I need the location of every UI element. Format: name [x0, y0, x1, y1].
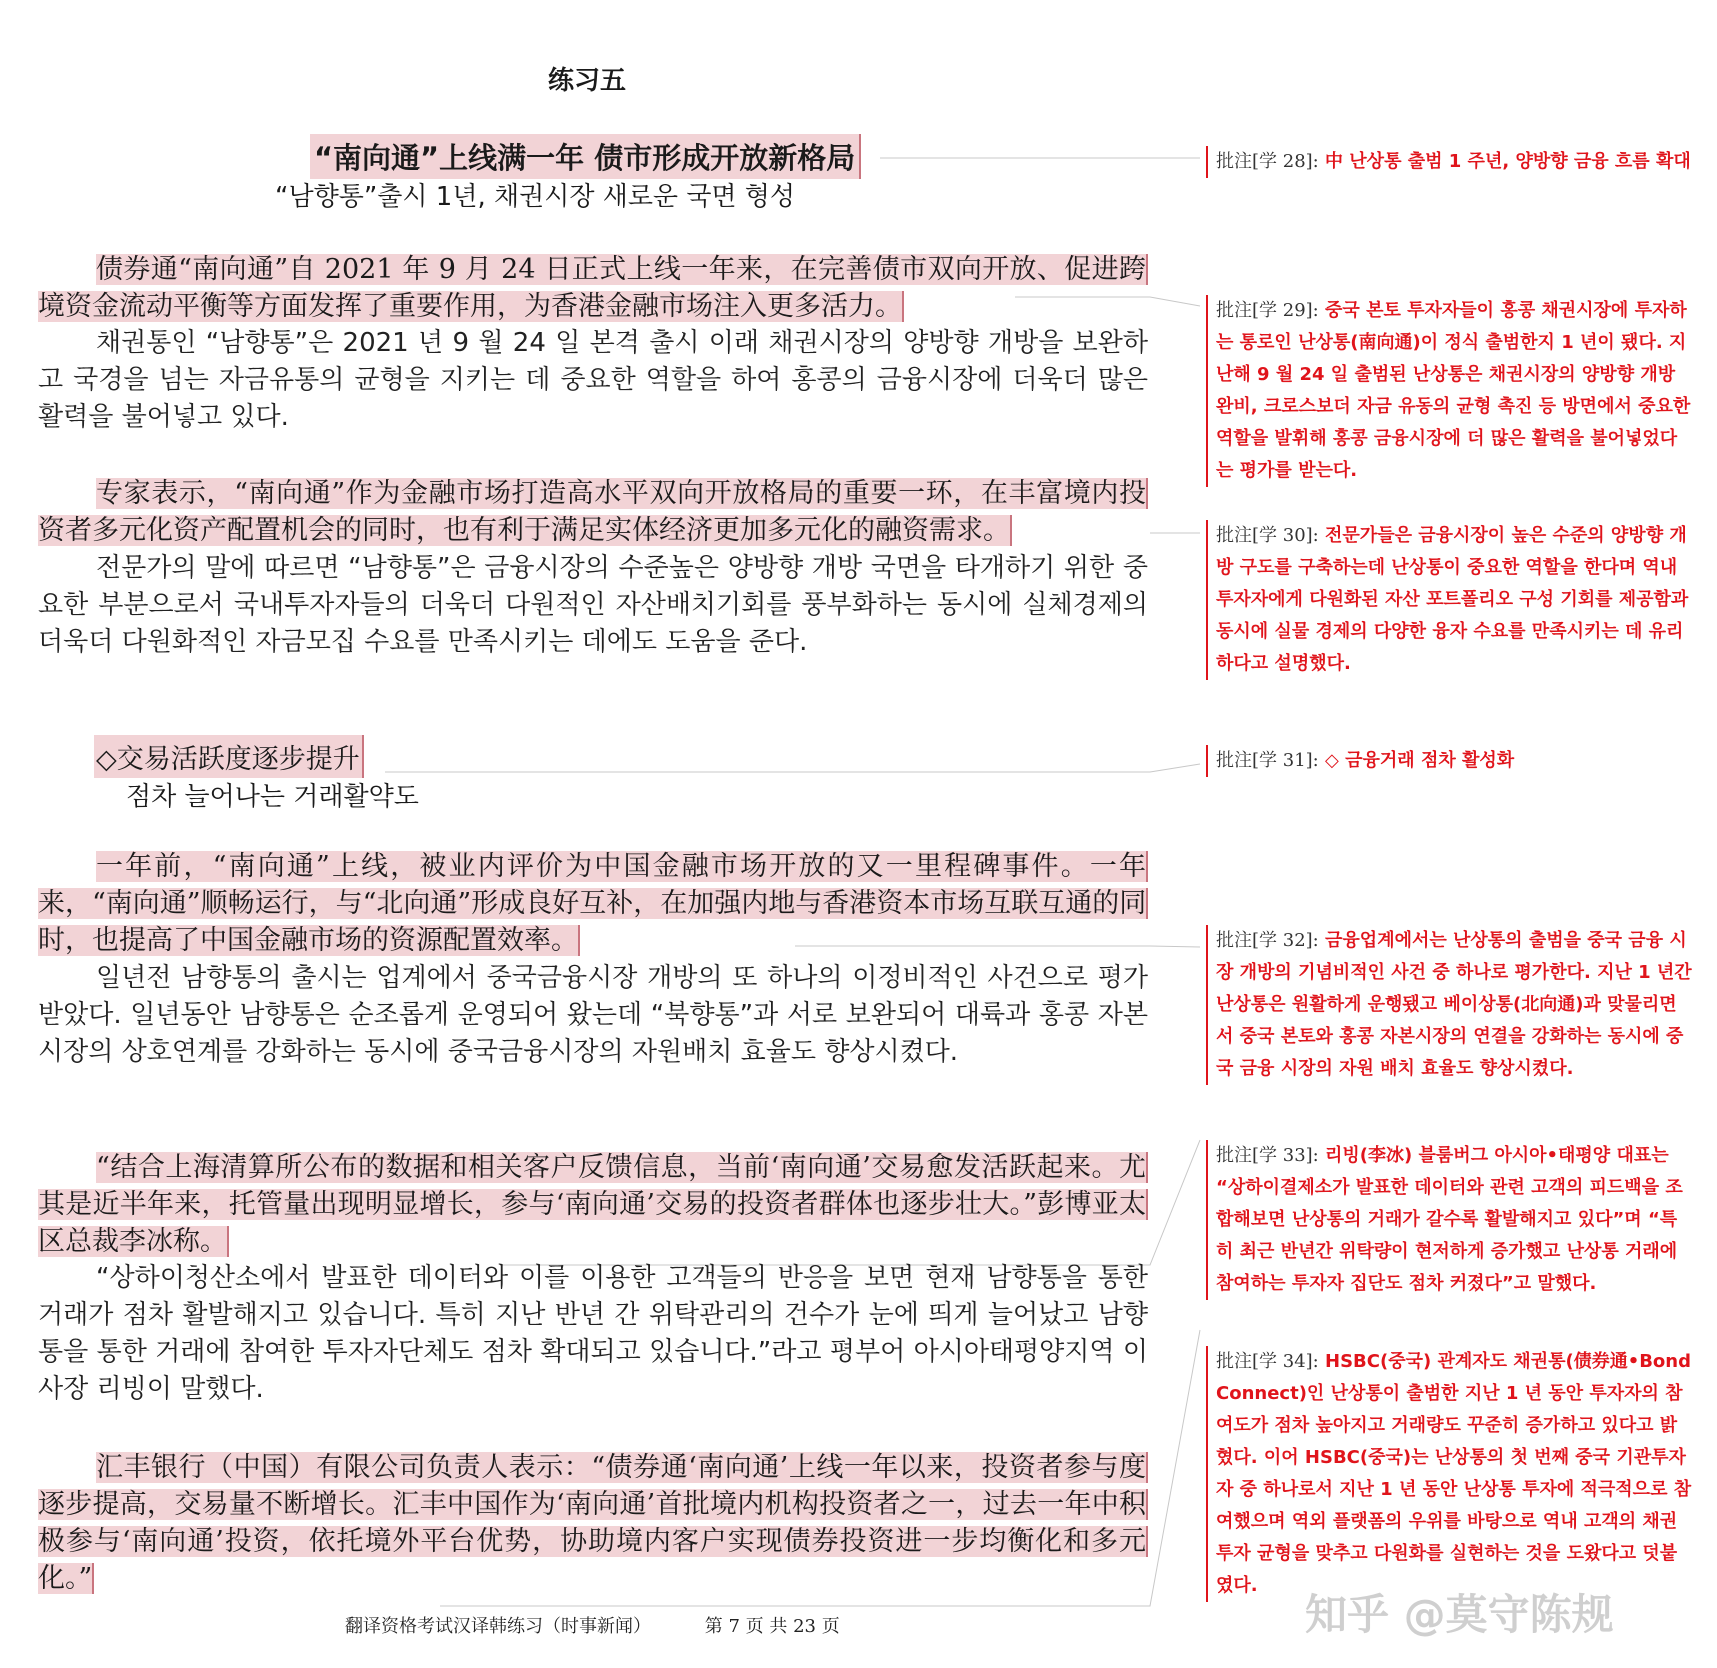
page-number: 第 7 页 共 23 页 — [704, 1616, 840, 1637]
comment-label: 批注[学 28]: — [1216, 151, 1319, 172]
comment-33 — [1206, 1140, 1694, 1300]
paragraph-5-zh: 汇丰银行（中国）有限公司负责人表示：“债券通‘南向通’上线一年以来，投资者参与度逐步提高，交易量不断增长。汇丰中国作为‘南向通’首批境内机构投资者之一，过去一年中积极参与‘南向通’投资，依托境外平台优势，协助境内客户实现债券投资进一步均衡化和多元化。” — [38, 1452, 1146, 1594]
subheading-ko: 점차 늘어나는 거래활약도 — [126, 782, 419, 812]
footer-title: 翻译资格考试汉译韩练习（时事新闻） — [345, 1616, 651, 1637]
paragraph-4-ko: “상하이청산소에서 발표한 데이터와 이를 이용한 고객들의 반응을 보면 현재 남향통을 통한 거래가 점차 활발해지고 있습니다. 특히 지난 반년 간 위탁관리의 건수가 눈에 띄게 늘어났고 남향통을 통한 거래에 참여한 투자자단체도 점차 확대되고 있습니다.”라고 평부어 아시아태평양지역 이사장 리빙이 말했다. — [38, 1263, 1148, 1404]
comment-text: 금융업계에서는 난상통의 출범을 중국 금융 시장 개방의 기념비적인 사건 중 하나로 평가한다. 지난 1 년간 난상통은 원활하게 운행됐고 베이상통(北向通)과 맞물리면서 중국 본토와 홍콩 자본시장의 연결을 강화하는 동시에 중국 금융 시장의 자원 배치 효율도 향상시켰다. — [1216, 930, 1692, 1079]
comment-label: 批注[学 30]: — [1216, 525, 1319, 546]
comment-text: HSBC(중국) 관계자도 채권통(债券通•Bond Connect)인 난상통이 출범한 지난 1 년 동안 투자자의 참여도가 점차 높아지고 거래량도 꾸준히 증가하고 있다고 밝혔다. 이어 HSBC(중국)는 난상통의 첫 번째 중국 기관투자자 중 하나로서 지난 1 년 동안 난상통 투자에 적극적으로 참여했으며 역외 플랫폼의 우위를 바탕으로 역내 고객의 채권 투자 균형을 맞추고 다원화를 실현하는 것을 도왔다고 덧붙였다. — [1216, 1351, 1692, 1596]
headline-ko: “남향통”출시 1년, 채권시장 새로운 국면 형성 — [275, 182, 796, 212]
comment-label: 批注[学 29]: — [1216, 300, 1319, 321]
paragraph-1-ko: 채권통인 “남향통”은 2021 년 9 월 24 일 본격 출시 이래 채권시장의 양방향 개방을 보완하고 국경을 넘는 자금유통의 균형을 지키는 데 중요한 역할을 하여 홍콩의 금융시장에 더욱더 많은 활력을 불어넣고 있다. — [38, 328, 1148, 432]
comment-32 — [1206, 925, 1694, 1085]
comment-text: 中 난상통 출범 1 주년, 양방향 금융 흐름 확대 — [1325, 151, 1691, 172]
comment-label: 批注[学 32]: — [1216, 930, 1319, 951]
subheading-zh: ◇交易活跃度逐步提升 — [94, 735, 364, 778]
page-footer — [345, 1612, 840, 1638]
comment-text: ◇ 금융거래 점차 활성화 — [1325, 750, 1515, 771]
comment-31 — [1206, 745, 1694, 777]
paragraph-3-ko: 일년전 남향통의 출시는 업계에서 중국금융시장 개방의 또 하나의 이정비적인 사건으로 평가받았다. 일년동안 남향통은 순조롭게 운영되어 왔는데 “북향통”과 서로 보완되어 대륙과 홍콩 자본시장의 상호연계를 강화하는 동시에 중국금융시장의 자원배치 효율도 향상시켰다. — [38, 963, 1148, 1067]
comment-34 — [1206, 1346, 1694, 1602]
comment-29 — [1206, 295, 1694, 487]
exercise-title: 练习五 — [548, 66, 627, 96]
paragraph-4-zh: “结合上海清算所公布的数据和相关客户反馈信息，当前‘南向通’交易愈发活跃起来。尤其是近半年来，托管量出现明显增长，参与‘南向通’交易的投资者群体也逐步壮大。”彭博亚太区总裁李冰称。 — [38, 1152, 1146, 1257]
comment-label: 批注[学 31]: — [1216, 750, 1319, 771]
paragraph-2-zh: 专家表示，“南向通”作为金融市场打造高水平双向开放格局的重要一环，在丰富境内投资者多元化资产配置机会的同时，也有利于满足实体经济更加多元化的融资需求。 — [38, 478, 1146, 546]
paragraph-3-zh: 一年前，“南向通”上线，被业内评价为中国金融市场开放的又一里程碑事件。一年来，“南向通”顺畅运行，与“北向通”形成良好互补，在加强内地与香港资本市场互联互通的同时，也提高了中国金融市场的资源配置效率。 — [38, 851, 1147, 956]
comment-label: 批注[学 34]: — [1216, 1351, 1319, 1372]
paragraph-1-zh: 债券通“南向通”自 2021 年 9 月 24 日正式上线一年来，在完善债市双向开放、促进跨境资金流动平衡等方面发挥了重要作用，为香港金融市场注入更多活力。 — [38, 254, 1146, 322]
comment-label: 批注[学 33]: — [1216, 1145, 1319, 1166]
comment-30 — [1206, 520, 1694, 680]
comment-text: 리빙(李冰) 블룸버그 아시아•태평양 대표는 “상하이결제소가 발표한 데이터와 관련 고객의 피드백을 조합해보면 난상통의 거래가 갈수록 활발해지고 있다”며 “특히 최근 반년간 위탁량이 현저하게 증가했고 난상통 거래에 참여하는 투자자 집단도 점차 커졌다”고 말했다. — [1216, 1145, 1683, 1294]
comment-text: 전문가들은 금융시장이 높은 수준의 양방향 개방 구도를 구축하는데 난상통이 중요한 역할을 한다며 역내 투자자에게 다원화된 자산 포트폴리오 구성 기회를 제공함과 동시에 실물 경제의 다양한 융자 수요를 만족시키는 데 유리하다고 설명했다. — [1216, 525, 1689, 674]
paragraph-2-ko: 전문가의 말에 따르면 “남향통”은 금융시장의 수준높은 양방향 개방 국면을 타개하기 위한 중요한 부분으로서 국내투자자들의 더욱더 다원적인 자산배치기회를 풍부화하는 동시에 실체경제의 더욱더 다원화적인 자금모집 수요를 만족시키는 데에도 도움을 준다. — [38, 553, 1148, 657]
headline-zh: “南向通”上线满一年 债市形成开放新格局 — [310, 134, 861, 179]
comment-28 — [1206, 146, 1694, 178]
watermark: 知乎 @莫守陈规 — [1305, 1590, 1614, 1639]
comment-text: 중국 본토 투자자들이 홍콩 채권시장에 투자하는 통로인 난상통(南向通)이 정식 출범한지 1 년이 됐다. 지난해 9 월 24 일 출범된 난상통은 채권시장의 양방향 개방 완비, 크로스보더 자금 유동의 균형 촉진 등 방면에서 중요한 역할을 발휘해 홍콩 금융시장에 더 많은 활력을 불어넣었다는 평가를 받는다. — [1216, 300, 1691, 481]
